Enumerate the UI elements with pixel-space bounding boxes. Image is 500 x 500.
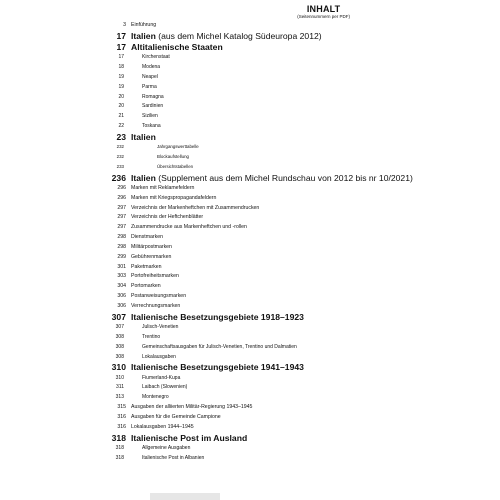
toc-entry-label xyxy=(142,344,297,350)
toc-page-number: 233 xyxy=(116,163,124,169)
toc-page-number: 316 xyxy=(117,413,126,420)
toc-page-number: 304 xyxy=(117,283,126,290)
toc-entry-label xyxy=(142,375,180,381)
toc-entry-label xyxy=(142,455,204,461)
toc-page-number: 318 xyxy=(115,444,124,451)
toc-entry[interactable] xyxy=(0,62,500,72)
toc-entry[interactable] xyxy=(0,242,500,252)
toc-entry-label xyxy=(142,123,161,129)
toc-entry-text: Portomarken xyxy=(131,283,161,290)
toc-entry-label xyxy=(131,195,216,201)
toc-entry-label xyxy=(157,164,193,169)
toc-entry[interactable] xyxy=(0,142,500,152)
toc-entry-label xyxy=(142,384,187,390)
toc-entry-text: Dienstmarken xyxy=(131,234,164,241)
toc-entry[interactable] xyxy=(0,72,500,82)
toc-entry-bold-label: Italienische Besetzungsgebiete 1941–1943 xyxy=(131,362,304,373)
table-of-contents xyxy=(0,20,500,463)
toc-page-number: 310 xyxy=(115,374,124,381)
toc-entry-text: Laibach (Slowenien) xyxy=(142,384,188,391)
toc-entry-text: Paketmarken xyxy=(131,263,162,270)
toc-entry[interactable] xyxy=(0,432,500,443)
toc-entry[interactable] xyxy=(0,281,500,291)
toc-entry-text: Modena xyxy=(142,64,161,71)
toc-page-number: 297 xyxy=(117,214,126,221)
toc-subtitle: (Seitennummern per PDF) xyxy=(297,14,350,19)
toc-entry[interactable] xyxy=(0,311,500,322)
toc-entry-text: Verzeichnis der Markenheftchen mit Zusammendrucken xyxy=(131,204,260,211)
toc-entry[interactable] xyxy=(0,30,500,41)
toc-entry-text: Italienische Post in Albanien xyxy=(142,454,205,461)
toc-page-number: 303 xyxy=(117,273,126,280)
toc-entry-bold-label: Italien xyxy=(131,131,156,142)
toc-entry-text: (Supplement aus dem Michel Rundschau von 2012 bis nr 10/2021) xyxy=(155,172,413,183)
toc-entry-label xyxy=(131,214,203,220)
toc-entry-label xyxy=(131,132,156,142)
toc-page-number: 315 xyxy=(117,404,126,411)
toc-page-number: 232 xyxy=(116,144,124,150)
toc-entry-bold-label: Italienische Besetzungsgebiete 1918–1923 xyxy=(131,311,304,322)
toc-page-number: 19 xyxy=(118,83,124,90)
toc-page-number: 297 xyxy=(117,204,126,211)
toc-entry-label xyxy=(131,264,162,270)
toc-entry-label xyxy=(131,433,247,443)
toc-entry-text: Portofreiheitsmarken xyxy=(131,273,179,280)
toc-page-number: 22 xyxy=(118,123,124,130)
toc-page-number: 21 xyxy=(118,113,124,120)
toc-entry-label xyxy=(142,113,158,119)
toc-page-number: 3 xyxy=(123,22,126,28)
toc-entry-text: Neapel xyxy=(142,73,158,80)
toc-entry-text: Sizilien xyxy=(142,113,158,120)
toc-entry[interactable] xyxy=(0,232,500,242)
toc-page-number: 307 xyxy=(115,324,124,331)
toc-page-number: 23 xyxy=(116,131,126,142)
toc-entry-label xyxy=(131,22,156,28)
toc-entry-label xyxy=(131,283,161,289)
toc-page-number: 299 xyxy=(117,253,126,260)
toc-entry-label xyxy=(131,404,252,410)
toc-page-number: 17 xyxy=(116,30,126,41)
toc-page-number: 298 xyxy=(117,234,126,241)
toc-entry-text: Trentino xyxy=(142,333,161,340)
toc-entry-label xyxy=(131,254,171,260)
toc-entry-text: Übersichtstabellen xyxy=(157,163,194,169)
toc-page-number: 18 xyxy=(118,64,124,71)
toc-entry[interactable] xyxy=(0,172,500,183)
toc-entry-text: Toskana xyxy=(142,123,161,130)
toc-entry-text: Montenegro xyxy=(142,394,169,401)
toc-page-number: 232 xyxy=(116,154,124,159)
toc-entry-label xyxy=(131,273,179,279)
toc-entry[interactable] xyxy=(0,162,500,172)
toc-entry-text: Gemeinschaftsausgaben für Julisch-Venetien, Trentino und Dalmatien xyxy=(142,343,297,350)
toc-entry-label xyxy=(142,324,178,330)
toc-entry[interactable] xyxy=(0,361,500,372)
toc-entry[interactable] xyxy=(0,373,500,383)
toc-entry-label xyxy=(131,244,172,250)
toc-entry[interactable] xyxy=(0,111,500,121)
toc-entry-text: Ausgaben der alliierten Militär-Regierung 1943–1945 xyxy=(131,404,253,411)
toc-page-number: 17 xyxy=(118,54,124,61)
toc-entry-label xyxy=(131,173,413,183)
toc-entry[interactable] xyxy=(0,392,500,402)
toc-entry-text: Blockaufstellung xyxy=(157,154,189,159)
toc-entry-text: Kirchenstaat xyxy=(142,54,170,61)
toc-page-number: 310 xyxy=(111,362,126,373)
toc-entry-text: Zusammendrucke aus Markenheftchen und -rollen xyxy=(131,224,247,231)
toc-entry-label xyxy=(131,234,163,240)
toc-entry-label xyxy=(142,94,164,100)
toc-entry-label xyxy=(142,394,169,400)
toc-entry[interactable] xyxy=(0,41,500,52)
toc-entry[interactable] xyxy=(0,291,500,301)
toc-page-number: 296 xyxy=(117,194,126,201)
toc-page-number: 17 xyxy=(116,42,126,53)
toc-entry[interactable] xyxy=(0,92,500,102)
toc-page-number: 316 xyxy=(117,423,126,430)
toc-page-number: 298 xyxy=(117,243,126,250)
toc-entry-text: Verzeichnis der Heftchenblätter xyxy=(131,214,204,221)
toc-entry-label xyxy=(131,31,322,41)
toc-entry[interactable] xyxy=(0,121,500,131)
toc-page-number: 306 xyxy=(117,293,126,300)
toc-entry[interactable] xyxy=(0,252,500,262)
toc-entry-text: Marken mit Reklamefeldern xyxy=(131,184,195,191)
toc-entry-label xyxy=(131,224,247,230)
toc-entry[interactable] xyxy=(0,203,500,213)
toc-entry[interactable] xyxy=(0,183,500,193)
toc-entry-label xyxy=(142,334,160,340)
toc-page-number: 307 xyxy=(111,311,126,322)
toc-entry[interactable] xyxy=(0,382,500,392)
toc-entry-label xyxy=(157,144,199,149)
toc-entry-text: Lokalausgaben xyxy=(142,353,176,360)
toc-entry[interactable] xyxy=(0,212,500,222)
toc-entry-text: Jahrgangswerttabelle xyxy=(157,144,199,150)
toc-entry[interactable] xyxy=(0,262,500,272)
toc-entry[interactable] xyxy=(0,402,500,412)
toc-entry-text: Verrechnungsmarken xyxy=(131,303,181,309)
scrollbar[interactable] xyxy=(150,493,220,500)
toc-header xyxy=(297,4,350,19)
toc-entry-label xyxy=(131,42,223,52)
toc-entry[interactable] xyxy=(0,222,500,232)
toc-entry[interactable] xyxy=(0,453,500,463)
toc-entry-label xyxy=(131,424,194,430)
toc-page-number: 297 xyxy=(117,224,126,231)
toc-entry-text: Allgemeine Ausgaben xyxy=(142,444,191,451)
toc-entry[interactable] xyxy=(0,342,500,352)
toc-entry-label xyxy=(142,74,158,80)
toc-page-number: 311 xyxy=(116,384,124,391)
toc-entry-text: Gebührenmarken xyxy=(131,253,172,260)
toc-entry-label xyxy=(142,84,157,90)
toc-page-number: 301 xyxy=(117,263,126,270)
toc-entry-text: Lokalausgaben 1944–1945 xyxy=(131,423,194,430)
toc-entry-label xyxy=(131,414,221,420)
toc-entry[interactable] xyxy=(0,322,500,332)
toc-entry-text: Ausgaben für die Gemeinde Campione xyxy=(131,413,221,420)
toc-entry-text: Julisch-Venetien xyxy=(142,324,179,331)
toc-entry-text: (aus dem Michel Katalog Südeuropa 2012) xyxy=(155,30,322,41)
toc-title: INHALT xyxy=(306,4,341,14)
toc-entry[interactable] xyxy=(0,82,500,92)
toc-page-number: 296 xyxy=(117,184,126,191)
toc-entry-label xyxy=(142,354,176,360)
toc-entry-label xyxy=(157,154,189,159)
toc-page-number: 308 xyxy=(115,343,124,350)
toc-entry[interactable] xyxy=(0,412,500,422)
toc-entry-text: Militärpostmarken xyxy=(131,243,172,250)
toc-page-number: 308 xyxy=(115,333,124,340)
toc-entry-label xyxy=(142,64,160,70)
toc-entry-label xyxy=(131,312,304,322)
toc-page-number: 236 xyxy=(111,172,126,183)
toc-page-number: 308 xyxy=(115,353,124,360)
toc-page-number: 318 xyxy=(111,432,126,443)
toc-entry[interactable] xyxy=(0,422,500,432)
toc-entry[interactable] xyxy=(0,352,500,362)
toc-page-number: 313 xyxy=(115,394,124,401)
toc-entry-bold-label: Italien xyxy=(131,172,156,183)
toc-entry-text: Postanweisungsmarken xyxy=(131,293,187,300)
toc-entry[interactable] xyxy=(0,193,500,203)
toc-entry-label xyxy=(142,445,190,451)
toc-entry-label xyxy=(142,54,170,60)
toc-entry-text: Sardinien xyxy=(142,103,164,110)
toc-entry-label xyxy=(131,362,304,372)
toc-entry-text: Parma xyxy=(142,83,157,90)
toc-entry[interactable] xyxy=(0,301,500,311)
toc-entry[interactable] xyxy=(0,271,500,281)
toc-entry-label xyxy=(131,303,180,309)
toc-entry[interactable] xyxy=(0,443,500,453)
toc-entry-bold-label: Italienische Post im Ausland xyxy=(131,432,248,443)
toc-entry-text: Altitalienische Staaten xyxy=(131,42,223,53)
toc-page-number: 20 xyxy=(118,93,124,100)
toc-entry[interactable] xyxy=(0,101,500,111)
toc-entry[interactable] xyxy=(0,131,500,142)
toc-entry[interactable] xyxy=(0,332,500,342)
toc-entry-label xyxy=(131,185,194,191)
toc-entry[interactable] xyxy=(0,52,500,62)
toc-entry-text: Marken mit Kriegspropagandafeldern xyxy=(131,194,217,201)
toc-entry-label xyxy=(142,103,163,109)
toc-page-number: 306 xyxy=(117,303,126,309)
toc-entry-label xyxy=(131,293,186,299)
toc-entry-text: Fiumerland-Kupa xyxy=(142,374,181,381)
toc-entry[interactable] xyxy=(0,152,500,162)
toc-entry-text: Romagna xyxy=(142,93,164,100)
toc-entry-bold-label: Italien xyxy=(131,30,156,41)
toc-page-number: 20 xyxy=(118,103,124,110)
toc-entry[interactable] xyxy=(0,20,500,30)
toc-entry-text: Einführung xyxy=(131,22,157,28)
toc-entry-label xyxy=(131,205,259,211)
toc-page-number: 318 xyxy=(115,454,124,461)
toc-page-number: 19 xyxy=(118,73,124,80)
